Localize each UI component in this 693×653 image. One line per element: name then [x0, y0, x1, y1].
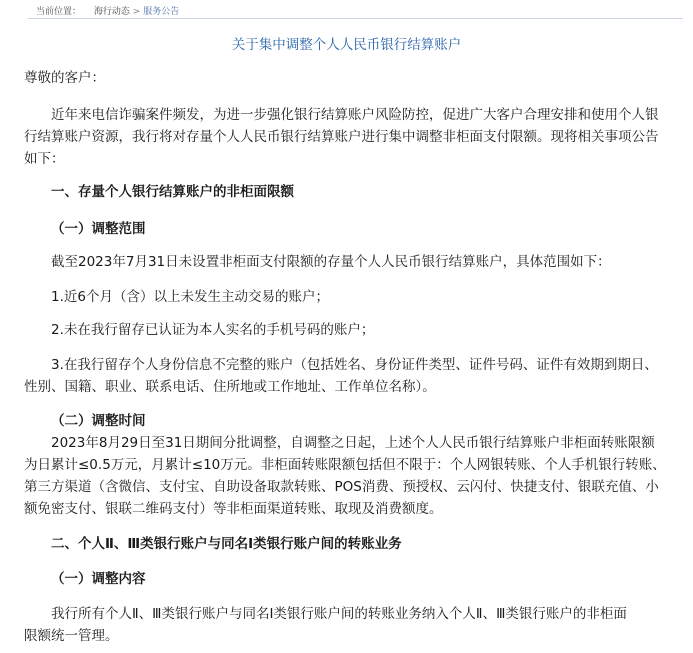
breadcrumb [36, 4, 179, 17]
section-2-text-line-2: 限额统一管理。 [24, 628, 119, 644]
timing-line-3: 第三方渠道（含微信、支付宝、自助设备取款转账、POS消费、预授权、云闪付、快捷支付、银联充值、小 [24, 479, 659, 495]
intro-line-2: 行结算账户资源，我行将对存量个人人民币银行结算账户进行集中调整非柜面支付限额。现将相关事项公告 [24, 129, 659, 145]
intro-line-1: 近年来电信诈骗案件频发，为进一步强化银行结算账户风险防控，促进广大客户合理安排和使用个人银 [51, 107, 659, 123]
breadcrumb-current-link[interactable]: 服务公告 [143, 7, 180, 17]
intro-line-3: 如下： [24, 151, 65, 167]
scope-item-3-line-1: 3.在我行留存个人身份信息不完整的账户（包括姓名、身份证件类型、证件号码、证件有效期到期日、 [51, 357, 658, 373]
section-1-sub-2-heading: （二）调整时间 [51, 413, 146, 429]
timing-line-2: 为日累计≤0.5万元，月累计≤10万元。非柜面转账限额包括但不限于：个人网银转账、个人手机银行转账、 [24, 457, 666, 473]
timing-line-4: 额免密支付、银联二维码支付）等非柜面渠道转账、取现及消费额度。 [24, 501, 443, 517]
header-divider [28, 18, 683, 19]
scope-item-1: 1.近6个月（含）以上未发生主动交易的账户； [51, 289, 329, 305]
greeting: 尊敬的客户： [24, 70, 105, 86]
section-2-sub-1-heading: （一）调整内容 [51, 571, 146, 587]
section-1-sub-1-heading: （一）调整范围 [51, 221, 146, 237]
breadcrumb-separator: > [132, 7, 141, 17]
scope-item-2: 2.未在我行留存已认证为本人实名的手机号码的账户； [51, 322, 375, 338]
section-2-heading: 二、个人Ⅱ、Ⅲ类银行账户与同名Ⅰ类银行账户间的转账业务 [51, 536, 402, 552]
scope-item-3-line-2: 性别、国籍、职业、联系电话、住所地或工作地址、工作单位名称）。 [24, 379, 436, 395]
article-title: 关于集中调整个人人民币银行结算账户 [231, 37, 462, 53]
section-1-heading: 一、存量个人银行结算账户的非柜面限额 [51, 184, 294, 200]
breadcrumb-section-link[interactable]: 海行动态 [93, 7, 130, 17]
section-1-sub-1-text: 截至2023年7月31日未设置非柜面支付限额的存量个人人民币银行结算账户，具体范围如下： [51, 254, 611, 270]
breadcrumb-prefix: 当前位置： [36, 7, 82, 17]
timing-line-1: 2023年8月29日至31日期间分批调整，自调整之日起，上述个人人民币银行结算账户非柜面转账限额 [51, 435, 655, 451]
section-2-text-line-1: 我行所有个人Ⅱ、Ⅲ类银行账户与同名Ⅰ类银行账户间的转账业务纳入个人Ⅱ、Ⅲ类银行账户的非柜面 [51, 606, 627, 622]
